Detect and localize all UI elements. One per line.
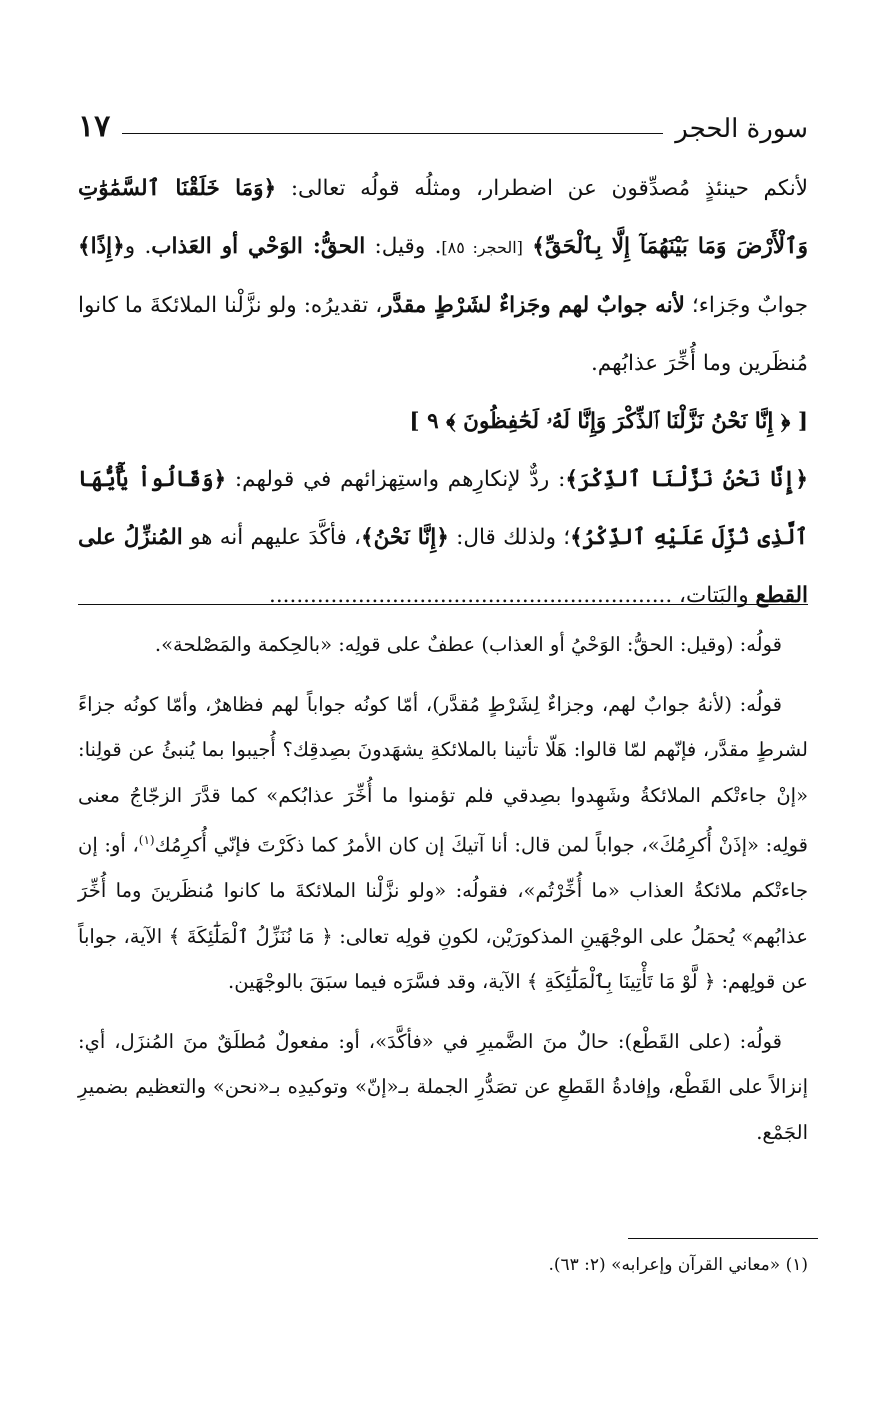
bold-phrase: الحقُّ: الوَحْي أو العَذاب	[151, 234, 366, 259]
text-run: . وقيل:	[365, 234, 442, 259]
text-run: . و	[124, 234, 152, 259]
page-header	[78, 104, 808, 144]
commentary-paragraph-3: قولُه: (على القَطْع): حالٌ منَ الضَّميرِ في «فأكَّدَ»، أو: مفعولٌ مُطلَقٌ منَ المُنزَل، أي: إنزالاً على القَطْع، وإفادةُ القَطعِ عن تصَدُّرِ الجملة بـ«إنّ» وتوكيدِه بـ«نحن» والتعظيم بضميرِ الجَمْع.	[78, 1029, 808, 1144]
text-run: ، فأكَّدَ عليهم أنه هو	[182, 525, 361, 550]
text-run: قولُه: (لأنهُ جوابٌ لهم، وجزاءٌ لِشَرْطٍ مُقدَّر)، أمّا كونُه جواباً لهم فظاهرٌ، وأمّا كونُه جزاءً لشرطٍ مقدَّر، فإنّهم لمّا قالوا: هَلّا تأتينا بالملائكةِ يشهَدونَ بصِدقِك؟ أُجيبوا بما يُنبئُ عن قولِنا: «إنْ جاءتْكم الملائكةُ وشَهِدوا بصِدقي فلم تؤمنوا ما أُخِّرَ عذابُكم» كما قدَّرَ الزجّاجُ معنى قولِه: «إذَنْ أُكرِمُكَ»، جواباً لمن قال: أنا آتيكَ إن كان الأمرُ كما ذكَرْتَ فإنّي أُكرِمُك	[78, 692, 808, 857]
footnote-rule	[628, 1238, 818, 1239]
header-rule	[122, 133, 663, 134]
verse-reference: [الحجر: ٨٥]	[441, 238, 523, 257]
footnote: (١) «معاني القرآن وإعرابه» (٢: ٦٣).	[548, 1255, 808, 1275]
quran-quote: ﴿وَمَا خَلَقْنَا ٱلسَّمَٰوَٰتِ وَٱلْأَرْضَ وَمَا بَيْنَهُمَآ إِلَّا بِٱلْحَقِّ﴾	[78, 176, 808, 259]
section-divider	[78, 604, 808, 605]
commentary-paragraph-1: قولُه: (وقيل: الحقُّ: الوَحْيُ أو العذاب) عطفٌ على قولِه: «بالحِكمة والمَصْلحة».	[154, 633, 782, 656]
bold-phrase: المُنزِّلُ على القطع	[78, 525, 808, 608]
text-run: جوابٌ وجَزاء؛	[684, 293, 808, 318]
text-run: والبَتات، ...........................................................	[269, 583, 756, 608]
surah-title: سورة الحجر	[675, 114, 808, 144]
quran-quote: ﴿إِنَّا نَحْنُ﴾	[360, 525, 449, 550]
page-number: ١٧	[78, 109, 111, 144]
text-run: لأنكم حينئذٍ مُصدِّقون عن اضطرار، ومثلُه قولُه تعالى:	[276, 176, 808, 201]
quran-quote: ﴿إِذًا﴾	[78, 234, 125, 259]
text-run: ؛ ولذلك قال:	[448, 525, 571, 550]
bold-phrase: لأنه جوابٌ لهم وجَزاءٌ لشَرْطٍ مقدَّر	[382, 293, 685, 318]
quran-quote: ﴿وَقَالُواْ يَٰٓأَيُّهَا ٱلَّذِى نُزِّلَ عَلَيْهِ ٱلذِّكْرُ﴾	[78, 467, 809, 550]
quran-quote: ﴿إِنَّا نَحْنُ نَزَّلْنَا ٱلذِّكْرَ﴾	[565, 467, 808, 492]
main-text	[78, 160, 808, 625]
verse-open-bracket: [	[797, 409, 808, 434]
verse-text: ﴿ إِنَّا نَحْنُ نَزَّلْنَا ٱلذِّكْرَ وَإِنَّا لَهُۥ لَحَٰفِظُونَ ﴾ ٩	[427, 409, 791, 434]
commentary-paragraph-2	[78, 682, 808, 1005]
text-run: ، أو: إن جاءتْكم ملائكةُ العذاب «ما أُخِّرْتُم»، فقولُه: «ولو نزَّلْنا الملائكةَ ما كانوا مُنظَرينَ وما أُخِّرَ عذابُهم» يُحمَلُ على الوجْهَينِ المذكورَيْن، لكونِ قولِه تعالى: ﴿ مَا نُنَزِّلُ ٱلْمَلَٰٓئِكَةَ ﴾ الآية، جواباً عن قولِهم: ﴿ لَّوْ مَا تَأْتِينَا بِٱلْمَلَٰٓئِكَةِ ﴾ الآية، وقد فسَّرَه فيما سبَقَ بالوجْهَين.	[78, 833, 808, 993]
commentary-section	[78, 622, 808, 1169]
main-paragraph-1	[78, 160, 808, 393]
main-paragraph-2	[78, 451, 808, 625]
text-run: ، تقديرُه: ولو نزَّلْنا الملائكةَ ما كانوا مُنظَرين وما أُخِّرَ عذابُهم.	[78, 293, 808, 376]
verse-close-bracket: ]	[409, 409, 420, 434]
verse-heading	[78, 393, 808, 451]
text-run: : ردٌّ لإنكارِهم واستِهزائهم في قولهم:	[226, 467, 566, 492]
footnote-marker: (١)	[138, 833, 155, 847]
